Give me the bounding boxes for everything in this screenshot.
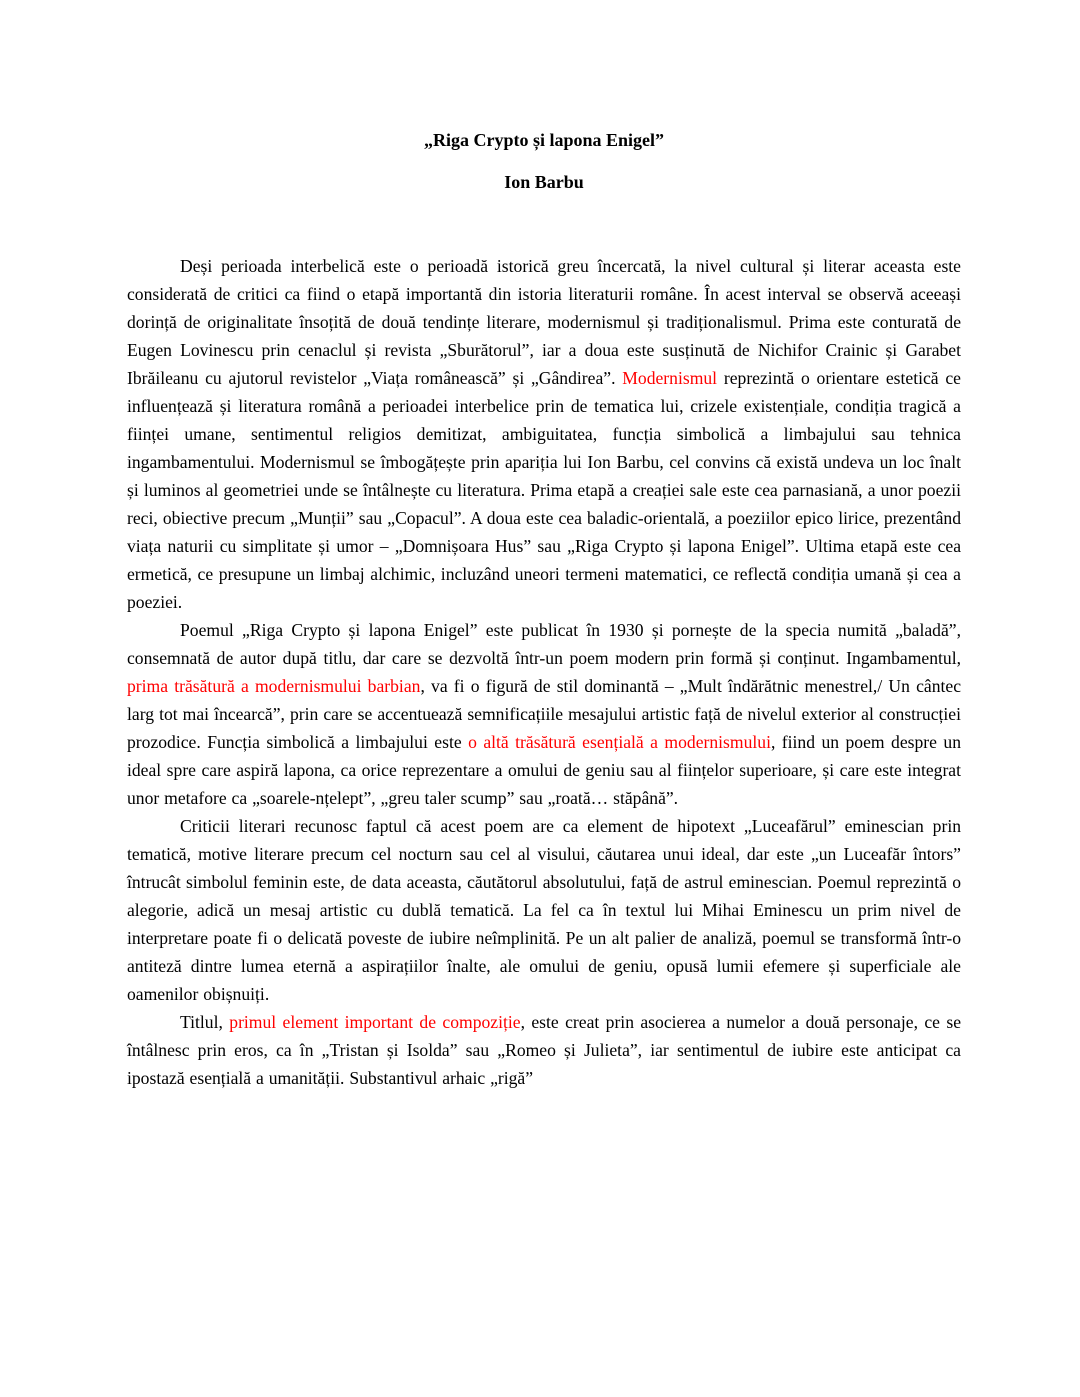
text-run: , va fi o figură de stil dominantă – „Mult îndărătnic menestrel,/ Un cântec larg tot mai încearcă”, prin care se accentuează semnificațiile mesajului artistic față de nivelul exterior al construcției prozodice. Funcția simbolică a limbajului este	[127, 676, 962, 752]
highlighted-phrase: prima trăsătură a modernismului barbian	[127, 676, 421, 696]
highlighted-phrase: primul element important de compoziție	[229, 1012, 521, 1032]
text-run: Titlul,	[180, 1012, 230, 1032]
text-run: Criticii literari recunosc faptul că acest poem are ca element de hipotext „Luceafărul” eminescian prin tematică, motive literare precum cel nocturn sau cel al visului, căutarea unui ideal, dar este „un Luceafăr întors” întrucât simbolul feminin este, de data aceasta, căutătorul absolutului, față de astrul eminescian. Poemul reprezintă o alegorie, adică un mesaj artistic cu dublă tematică. La fel ca în textul lui Mihai Eminescu un prim nivel de interpretare poate fi o delicată poveste de iubire neîmplinită. Pe un alt palier de analiză, poemul se transformă într-o antiteză dintre lumea eternă a aspirațiilor înalte, ale omului de geniu, opusă lumii efemere și superficiale ale oamenilor obișnuiți.	[127, 816, 961, 1004]
highlighted-phrase: Modernismul	[622, 368, 718, 388]
paragraph-3	[127, 812, 961, 1008]
text-run: , fiind un poem despre un ideal spre care aspiră lapona, ca orice reprezentare a omului de geniu sau al ființelor superioare, și care este integrat unor metafore ca „soarele-nțelept”, „greu taler scump” sau „roată… stăpână”.	[127, 732, 961, 808]
highlighted-phrase: o altă trăsătură esențială a modernismului	[468, 732, 771, 752]
paragraph-1	[127, 252, 961, 616]
document-title: „Riga Crypto și lapona Enigel”	[423, 130, 665, 150]
text-run: Deși perioada interbelică este o perioadă istorică greu încercată, la nivel cultural și literar aceasta este considerată de critici ca fiind o etapă importantă din istoria literaturii române. În acest interval se observă aceeași dorință de originalitate însoțită de două tendințe literare, modernismul și tradiționalismul. Prima este conturată de Eugen Lovinescu prin cenaclul și revista „Sburătorul”, iar a doua este susținută de Nichifor Crainic și Garabet Ibrăileanu cu ajutorul revistelor „Viața românească” și „Gândirea”.	[127, 256, 961, 388]
paragraph-4	[127, 1008, 961, 1092]
text-run: Poemul „Riga Crypto și lapona Enigel” este publicat în 1930 și pornește de la specia numită „baladă”, consemnată de autor după titlu, dar care se dezvoltă într-un poem modern prin formă și conținut. Ingambamentul,	[127, 620, 961, 668]
paragraph-2	[127, 616, 961, 812]
document-body	[127, 252, 961, 1092]
text-run: reprezintă o orientare estetică ce influențează și literatura română a perioadei interbelice prin de tematica lui, crizele existențiale, condiția tragică a ființei umane, sentimentul religios demitizat, ambiguitatea, funcția simbolică a limbajului sau tehnica ingambamentului. Modernismul se îmbogățește prin apariția lui Ion Barbu, cel convins că există undeva un loc înalt și luminos al geometriei unde se întâlnește cu literatura. Prima etapă a creației sale este cea parnasiană, a unor poezii reci, obiective precum „Munții” sau „Copacul”. A doua este cea baladic-orientală, a poeziilor epico lirice, prezentând viața naturii cu simplitate și umor – „Domnișoara Hus” sau „Riga Crypto și lapona Enigel”. Ultima etapă este cea ermetică, ce presupune un limbaj alchimic, incluzând uneori termeni matematici, ce reflectă condiția umană și cea a poeziei.	[127, 368, 961, 612]
document-author: Ion Barbu	[504, 172, 584, 192]
text-run: , este creat prin asocierea a numelor a două personaje, ce se întâlnesc prin eros, ca în „Tristan și Isolda” sau „Romeo și Julieta”, iar sentimentul de iubire este anticipat ca ipostază esențială a umanității. Substantivul arhaic „rigă”	[127, 1012, 962, 1088]
